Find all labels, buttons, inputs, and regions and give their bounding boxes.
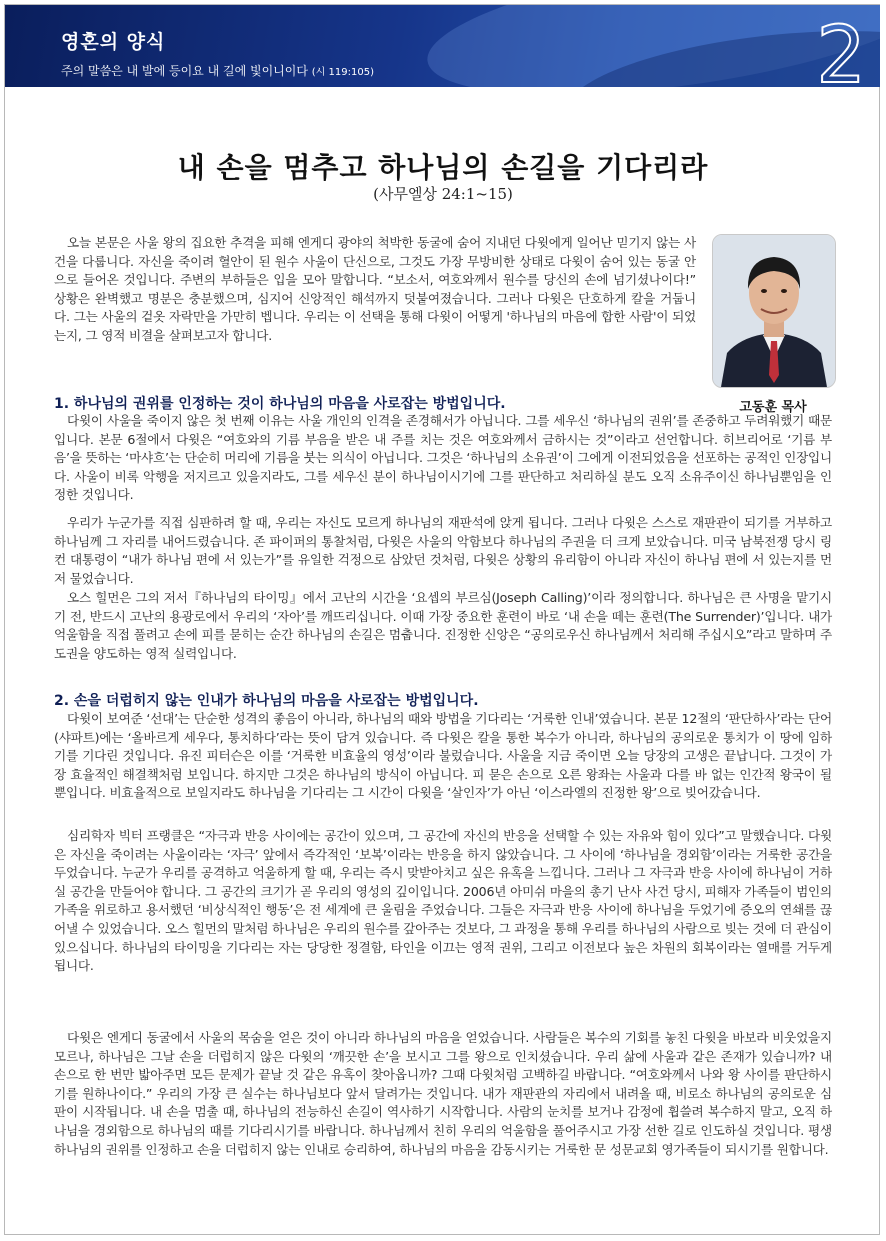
page-number: 2 xyxy=(816,11,866,87)
section1-heading: 1. 하나님의 권위를 인정하는 것이 하나님의 마음을 사로잡는 방법입니다. xyxy=(54,396,506,412)
section2-heading: 2. 손을 더럽히지 않는 인내가 하나님의 마음을 사로잡는 방법입니다. xyxy=(54,693,479,709)
section2-paragraph-1: 다윗이 보여준 ‘선대’는 단순한 성격의 좋음이 아니라, 하나님의 때와 방법을 기다리는 ‘거룩한 인내’였습니다. 본문 12절의 ‘판단하사’라는 단어(샤파트)에는 ‘올바르게 세우다, 통치하다’라는 뜻이 담겨 있습니다. 즉 다윗은 칼을 통한 복수가 아니라, 하나님의 공의로운 통치가 이 땅에 임하기를 기다린 것입니다. 유진 피터슨은 이를 ‘거룩한 비효율의 영성’이라 불렀습니다. 사울을 지금 죽이면 오늘 당장의 고생은 끝납니다. 그것이 가장 효율적인 해결책처럼 보입니다. 하지만 그것은 하나님의 방식이 아닙니다. 피 묻은 손으로 오른 왕좌는 사울과 다를 바 없는 인간적 왕국이 될 뿐입니다. 비효율적으로 보일지라도 하나님을 기다리는 그 시간이 다윗을 ‘살인자’가 아닌 ‘이스라엘의 진정한 왕’으로 빚어갔습니다. xyxy=(54,711,833,801)
section1-paragraph-1: 다윗이 사울을 죽이지 않은 첫 번째 이유는 사울 개인의 인격을 존경해서가 아닙니다. 그를 세우신 ‘하나님의 권위’를 존중하고 두려워했기 때문입니다. 본문 6절에서 다윗은 “여호와의 기름 부음을 받은 내 주를 치는 것은 여호와께서 금하시는 것”이라고 선언합니다. 히브리어로 ‘기름 부음’을 뜻하는 ‘마샤흐’는 단순히 머리에 기름을 붓는 의식이 아닙니다. 그것은 ‘하나님의 소유권’이 그에게 이전되었음을 선포하는 공적인 인장입니다. 사울이 비록 악행을 저지르고 있을지라도, 그를 세우신 분이 하나님이시기에 그를 판단하고 처리하실 분도 오직 소유주이신 하나님뿐임을 인정한 것입니다. xyxy=(54,413,832,503)
section1-paragraph-3: 오스 힐먼은 그의 저서『하나님의 타이밍』에서 고난의 시간을 ‘요셉의 부르심(Joseph Calling)’이라 정의합니다. 하나님은 큰 사명을 맡기시기 전, 반드시 고난의 용광로에서 우리의 ‘자아’를 깨뜨리십니다. 이때 가장 중요한 훈련이 바로 ‘내 손을 떼는 훈련(The Surrender)’입니다. 내가 억울함을 직접 풀려고 손에 피를 묻히는 순간 하나님의 손길은 멈춥니다. 진정한 신앙은 “공의로우신 하나님께서 처리해 주십시오”라고 말하며 주도권을 양도하는 영적 실력입니다. xyxy=(54,590,832,661)
section2-paragraph-2: 심리학자 빅터 프랭클은 “자극과 반응 사이에는 공간이 있으며, 그 공간에 자신의 반응을 선택할 수 있는 자유와 힘이 있다”고 말했습니다. 다윗은 자신을 죽이려는 사울이라는 ‘자극’ 앞에서 즉각적인 ‘보복’이라는 반응을 하지 않았습니다. 그 사이에 ‘하나님을 경외함’이라는 거룩한 공간을 두었습니다. 누군가 우리를 공격하고 억울하게 할 때, 우리는 즉시 맞받아치고 싶은 유혹을 느낍니다. 그러나 그 자극과 반응 사이에 하나님이 거하실 공간을 만들어야 합니다. 그 공간의 크기가 곧 우리의 영성의 깊이입니다. 2006년 아미쉬 마을의 총기 난사 사건 당시, 피해자 가족들이 범인의 가족을 위로하고 용서했던 ‘비상식적인 행동’은 전 세계에 큰 울림을 주었습니다. 그들은 자극과 반응 사이에 하나님을 두었기에 증오의 연쇄를 끊어낼 수 있었습니다. 오스 힐먼의 말처럼 하나님은 우리의 원수를 갚아주는 것보다, 그 과정을 통해 우리를 하나님의 사람으로 빚는 것에 더 관심이 있으십니다. 하나님의 타이밍을 기다리는 자는 당당한 정결함, 타인을 이끄는 영적 권위, 그리고 이전보다 높은 차원의 회복이라는 열매를 거두게 됩니다. xyxy=(54,828,832,974)
pastor-photo xyxy=(712,234,836,388)
header-banner xyxy=(5,5,880,87)
series-title: 영혼의 양식 xyxy=(61,31,166,53)
conclusion-paragraph: 다윗은 엔게디 동굴에서 사울의 목숨을 얻은 것이 아니라 하나님의 마음을 얻었습니다. 사람들은 복수의 기회를 놓친 다윗을 바보라 비웃었을지 모르나, 하나님은 그날 손을 더럽히지 않은 다윗의 ‘깨끗한 손’을 보시고 그를 왕으로 인치셨습니다. 우리 삶에 사울과 같은 존재가 있습니까? 내 손으로 한 번만 밟아주면 모든 문제가 끝날 것 같은 유혹이 찾아옵니까? 그때 다윗처럼 고백하길 바랍니다. “여호와께서 나와 왕 사이를 판단하시기를 원하나이다.” 우리의 가장 큰 실수는 하나님보다 앞서 달려가는 것입니다. 내가 재판관의 자리에서 내려올 때, 비로소 하나님의 공의로운 심판이 시작됩니다. 내 손을 멈출 때, 하나님의 전능하신 손길이 역사하기 시작합니다. 사람의 눈치를 보거나 감정에 휩쓸려 복수하지 말고, 오직 하나님을 경외함으로 하나님의 때를 기다리시기를 바랍니다. 하나님께서 친히 우리의 억울함을 풀어주시고 가장 선한 길로 인도하실 것입니다. 평생 하나님의 권위를 인정하고 손을 더럽히지 않는 인내로 승리하여, 하나님의 마음을 감동시키는 거룩한 문 성문교회 영가족들이 되시기를 원합니다. xyxy=(54,1030,832,1157)
pastor-portrait-image xyxy=(713,235,835,387)
intro-paragraph: 오늘 본문은 사울 왕의 집요한 추격을 피해 엔게디 광야의 척박한 동굴에 숨어 지내던 다윗에게 일어난 믿기지 않는 사건을 다룹니다. 자신을 죽이려 혈안이 된 원수 사울이 단신으로, 그것도 가장 무방비한 상태로 다윗이 숨어 있는 동굴 안으로 들어온 것입니다. 주변의 부하들은 입을 모아 말합니다. “보소서, 여호와께서 원수를 당신의 손에 넘기셨나이다!” 상황은 완벽했고 명분은 충분했으며, 심지어 신앙적인 해석까지 덧붙여졌습니다. 그러나 다윗은 단호하게 칼을 거둡니다. 그는 사울의 겉옷 자락만을 가만히 벱니다. 우리는 이 선택을 통해 다윗이 어떻게 '하나님의 마음에 합한 사람'이 되었는지, 그 영적 비결을 살펴보고자 합니다. xyxy=(54,235,696,343)
scripture-reference: (사무엘상 24:1~15) xyxy=(373,185,513,203)
verse-text: 주의 말씀은 내 발에 등이요 내 길에 빛이니이다 xyxy=(61,64,308,78)
header-verse xyxy=(61,62,374,79)
section1-paragraph-2: 우리가 누군가를 직접 심판하려 할 때, 우리는 자신도 모르게 하나님의 재판석에 앉게 됩니다. 그러나 다윗은 스스로 재판관이 되기를 거부하고 하나님께 그 자리를 내어드렸습니다. 존 파이퍼의 통찰처럼, 다윗은 사울의 악함보다 하나님의 주권을 더 크게 보았습니다. 미국 남북전쟁 당시 링컨 대통령이 “내가 하나님 편에 서 있는가”를 유일한 걱정으로 삼았던 것처럼, 다윗은 상황의 유리함이 아니라 자신이 하나님 편에 서 있는지를 먼저 물었습니다. xyxy=(54,515,832,586)
pastor-name: 고동훈 목사 xyxy=(739,400,807,415)
verse-ref: (시 119:105) xyxy=(311,67,374,78)
sermon-title: 내 손을 멈추고 하나님의 손길을 기다리라 xyxy=(177,151,709,184)
